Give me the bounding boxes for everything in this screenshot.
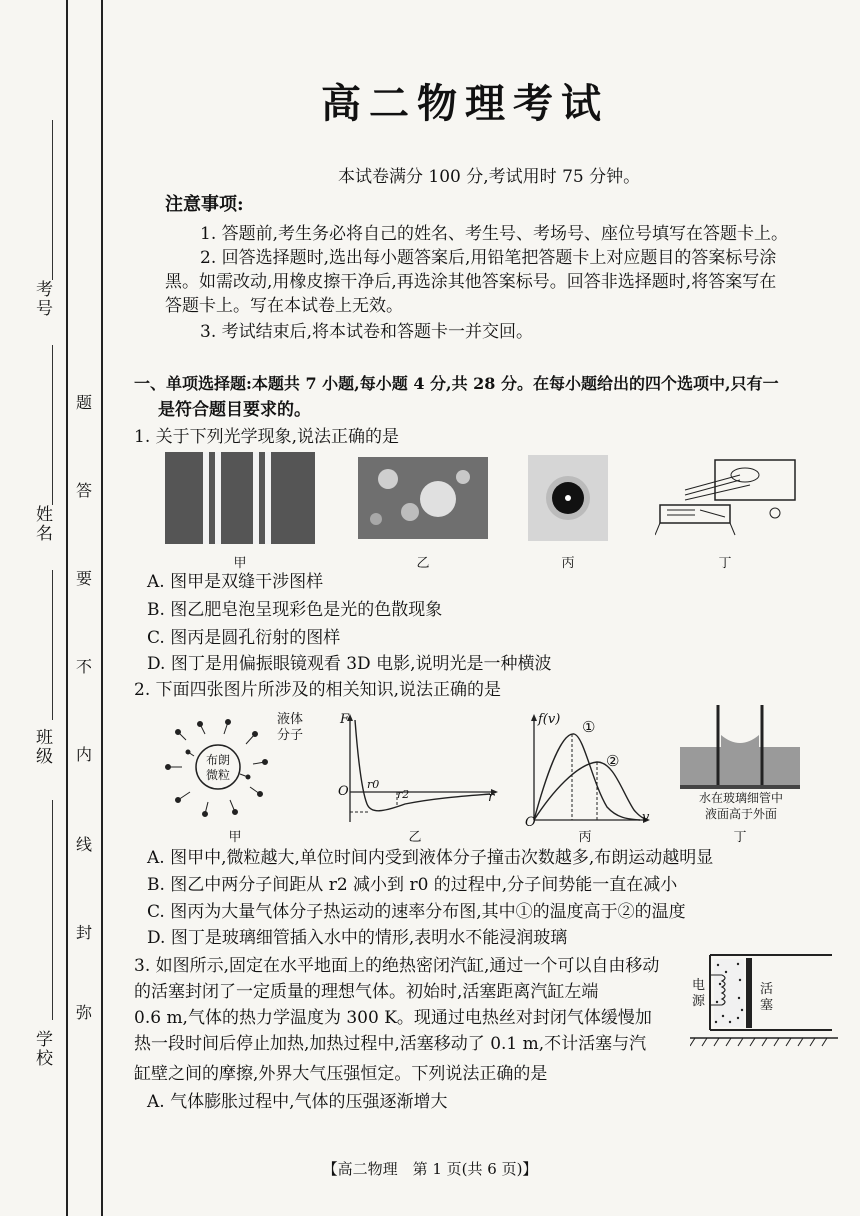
bright-fringe [265, 452, 271, 544]
bright-fringe [215, 452, 221, 544]
caption-line: 液面高于外面 [704, 807, 777, 821]
piston-label [760, 982, 773, 1014]
r0-label: r0 [367, 778, 380, 791]
axis-label-v: v [642, 810, 650, 825]
label-line: 电 [692, 978, 706, 993]
curve-1 [534, 734, 640, 820]
q2-fig-yi [335, 712, 500, 824]
seal-char: 题 [76, 393, 93, 412]
q1-option-b[interactable]: B. 图乙肥皂泡呈现彩色是光的色散现象 [147, 600, 443, 620]
fringe-background [165, 452, 315, 544]
q1-caption-yi: 乙 [416, 556, 430, 571]
note-line: 3. 考试结束后,将本试卷和答题卡一并交回。 [200, 322, 534, 342]
label-class: 班级 [32, 728, 52, 766]
curve-2-label: ② [606, 752, 620, 770]
binding-margin [0, 0, 110, 1216]
projector-knob [770, 508, 780, 518]
water-in-tube [721, 735, 759, 789]
q2-option-a[interactable]: A. 图甲中,微粒越大,单位时间内受到液体分子撞击次数越多,布朗运动越明显 [147, 848, 714, 868]
q3-stem-line: 0.6 m,气体的热力学温度为 300 K。现通过电热丝对封闭气体缓慢加 [134, 1008, 652, 1028]
r2-label: r2 [397, 788, 410, 801]
label-line: 布朗 [205, 753, 230, 767]
glasses-leg [655, 523, 660, 535]
origin-label: O [525, 815, 536, 830]
q1-fig-jia [165, 452, 315, 544]
label-line: 分子 [277, 728, 304, 743]
exam-number-blank[interactable] [52, 120, 53, 280]
glasses-leg [730, 523, 735, 535]
label-line: 活 [760, 982, 774, 997]
q2-caption-yi: 乙 [408, 830, 422, 845]
q2-caption-bing: 丙 [578, 830, 592, 845]
y-axis-arrow [531, 714, 537, 721]
label-line: 塞 [760, 998, 774, 1013]
q2-option-d[interactable]: D. 图丁是玻璃细管插入水中的情形,表明水不能浸润玻璃 [147, 928, 568, 948]
q1-caption-bing: 丙 [561, 556, 575, 571]
capillary-caption [682, 790, 800, 822]
seal-char: 要 [76, 569, 93, 588]
label-line: 源 [692, 994, 706, 1009]
piston [746, 958, 752, 1028]
note-line: 答题卡上。写在本试卷上无效。 [165, 296, 403, 316]
label-line: 液体 [277, 712, 304, 727]
school-blank[interactable] [52, 800, 53, 1020]
q3-stem-line: 3. 如图所示,固定在水平地面上的绝热密闭汽缸,通过一个可以自由移动 [134, 956, 660, 976]
container-bottom [680, 785, 800, 789]
q2-stem: 2. 下面四张图片所涉及的相关知识,说法正确的是 [134, 680, 502, 700]
class-blank[interactable] [52, 570, 53, 720]
q1-option-d[interactable]: D. 图丁是用偏振眼镜观看 3D 电影,说明光是一种横波 [147, 654, 552, 674]
q3-stem-line: 缸壁之间的摩擦,外界大气压强恒定。下列说法正确的是 [134, 1064, 548, 1084]
q2-fig-ding [680, 705, 800, 789]
q1-option-c[interactable]: C. 图丙是圆孔衍射的图样 [147, 628, 341, 648]
q1-caption-ding: 丁 [718, 556, 732, 571]
q2-caption-jia: 甲 [228, 830, 242, 845]
seal-char: 内 [76, 745, 93, 764]
caption-line: 水在玻璃细管中 [698, 791, 783, 805]
axis-label-fv: f(v) [538, 712, 561, 727]
seal-char: 封 [76, 923, 93, 942]
seal-char: 弥 [76, 1003, 93, 1022]
soap-bubble [378, 469, 398, 489]
bright-fringe [253, 452, 259, 544]
note-line: 1. 答题前,考生务必将自己的姓名、考生号、考场号、座位号填写在答题卡上。 [200, 224, 789, 244]
q1-stem: 1. 关于下列光学现象,说法正确的是 [134, 427, 400, 447]
page-footer: 【高二物理 第 1 页(共 6 页)】 [322, 1160, 538, 1178]
liquid-molecule-label [277, 712, 303, 744]
exam-info: 本试卷满分 100 分,考试用时 75 分钟。 [338, 167, 641, 187]
label-school: 学校 [32, 1030, 52, 1068]
axis-label-f: F [340, 712, 350, 727]
soap-bubble [420, 481, 456, 517]
label-exam-number: 考号 [32, 280, 52, 318]
polarizing-glasses [660, 505, 730, 523]
ground-hatch [690, 1038, 827, 1046]
bright-center-spot [565, 495, 571, 501]
seal-char: 答 [76, 481, 93, 500]
margin-line-inner [101, 0, 103, 1216]
curve-2 [534, 762, 647, 820]
projection-lens [731, 468, 759, 482]
q1-fig-yi [358, 457, 488, 539]
soap-bubble [401, 503, 419, 521]
notes-heading: 注意事项: [165, 194, 244, 215]
q1-option-a[interactable]: A. 图甲是双缝干涉图样 [147, 572, 324, 592]
q1-fig-ding [655, 455, 805, 545]
label-line: 微粒 [205, 768, 230, 782]
q3-option-a[interactable]: A. 气体膨胀过程中,气体的压强逐渐增大 [147, 1092, 448, 1112]
section-heading-cont: 是符合题目要求的。 [158, 400, 311, 420]
seal-char: 不 [76, 657, 93, 676]
note-line: 2. 回答选择题时,选出每小题答案后,用铅笔把答题卡上对应题目的答案标号涂 [200, 248, 777, 268]
q2-caption-ding: 丁 [733, 830, 747, 845]
section-heading: 一、单项选择题:本题共 7 小题,每小题 4 分,共 28 分。在每小题给出的四个选项中,只有一 [134, 374, 779, 393]
soap-bubble [370, 513, 382, 525]
note-line: 黑。如需改动,用橡皮擦干净后,再选涂其他答案标号。回答非选择题时,将答案写在 [165, 272, 777, 292]
q3-stem-line: 热一段时间后停止加热,加热过程中,活塞移动了 0.1 m,不计活塞与汽 [134, 1034, 647, 1054]
gas [714, 959, 744, 1027]
q1-caption-jia: 甲 [233, 556, 247, 571]
label-name: 姓名 [32, 505, 52, 543]
q3-stem-line: 的活塞封闭了一定质量的理想气体。初始时,活塞距离汽缸左端 [134, 982, 599, 1002]
margin-line-outer [66, 0, 68, 1216]
page-title: 高二物理考试 [321, 80, 609, 127]
particle-label [203, 753, 233, 783]
axis-label-r: r [488, 790, 495, 805]
bright-fringe [203, 452, 209, 544]
seal-char: 线 [76, 835, 93, 854]
origin-label: O [338, 784, 349, 799]
curve-1-label: ① [582, 718, 596, 736]
force-curve [355, 720, 490, 811]
polarizer-grid [700, 510, 725, 517]
q2-option-c[interactable]: C. 图丙为大量气体分子热运动的速率分布图,其中①的温度高于②的温度 [147, 902, 686, 922]
power-label [692, 978, 705, 1010]
q2-option-b[interactable]: B. 图乙中两分子间距从 r2 减小到 r0 的过程中,分子间势能一直在减小 [147, 875, 678, 895]
q1-fig-bing [528, 455, 608, 541]
soap-bubble [456, 470, 470, 484]
name-blank[interactable] [52, 345, 53, 505]
